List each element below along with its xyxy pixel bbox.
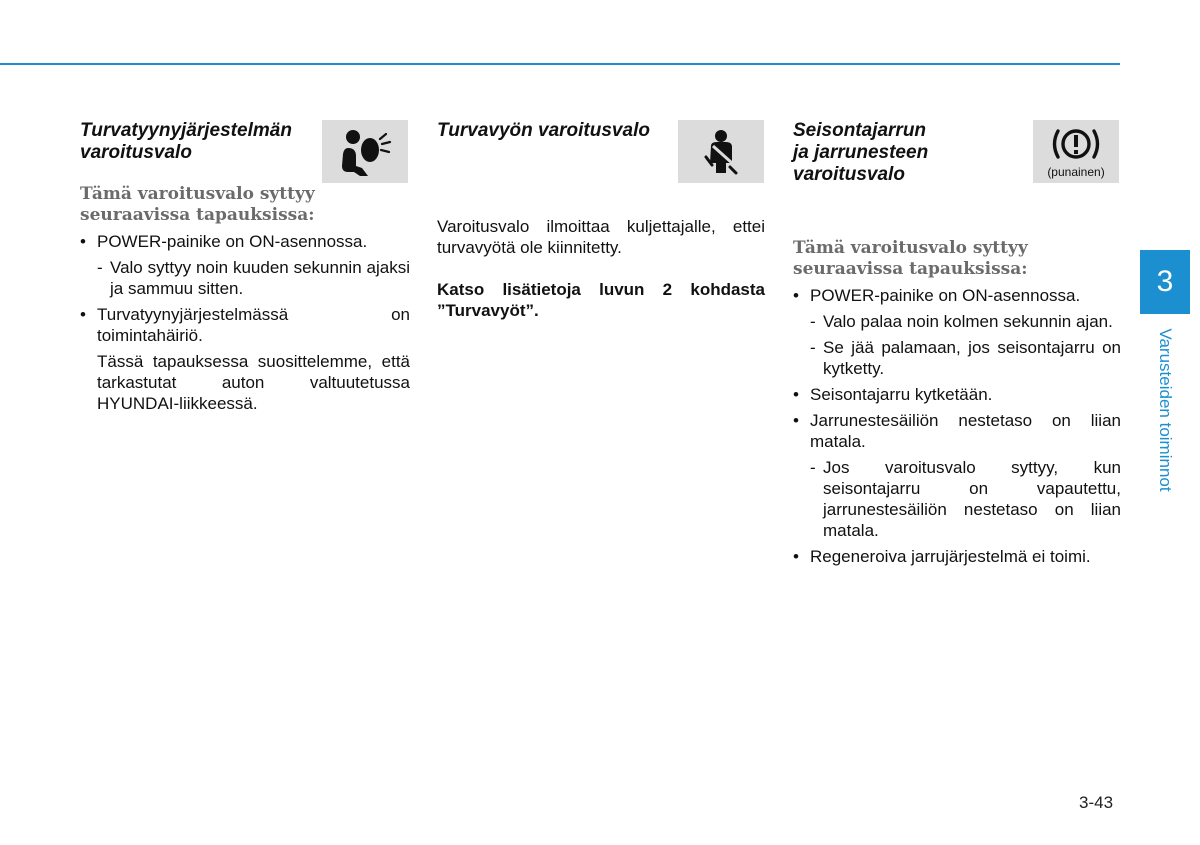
seatbelt-warning-icon <box>678 120 764 183</box>
bullet-list <box>793 285 1121 567</box>
airbag-warning-icon <box>322 120 408 183</box>
section-title: Seisontajarrun ja jarrunesteen varoitusvalo <box>793 120 929 185</box>
list-item: • Turvatyynyjärjestelmässä on toimintahäiriö. Tässä tapauksessa suosittelemme, että tarkastutat auton valtuutetussa HYUNDAI-liikkeessä. <box>80 305 410 413</box>
sub-item: - Se jää palamaan, jos seisontajarru on kytketty. <box>810 338 1121 378</box>
section-title: Turvatyynyjärjestelmän varoitusvalo <box>80 120 292 163</box>
brake-warning-icon <box>1033 120 1119 183</box>
page-number: 3-43 <box>1079 793 1114 812</box>
list-item: • POWER-painike on ON-asennossa. - Valo syttyy noin kuuden sekunnin ajaksi ja sammuu sitten. <box>80 232 410 298</box>
lead-text: Tämä varoitusvalo syttyy seuraavissa tapauksissa: <box>80 184 315 225</box>
section-airbag <box>80 118 410 419</box>
chapter-tab: 3 <box>1140 250 1190 314</box>
sub-item: - Valo palaa noin kolmen sekunnin ajan. <box>810 312 1113 331</box>
list-item: • Jarrunestesäiliön nestetaso on liian matala. - Jos varoitusvalo syttyy, kun seisontajarru on vapautettu, jarrunestesäiliön nestetaso on liian matala. <box>793 411 1121 540</box>
sub-item: - Valo syttyy noin kuuden sekunnin ajaksi ja sammuu sitten. <box>97 258 410 298</box>
section-seatbelt <box>437 118 765 321</box>
bullet-list <box>80 231 410 414</box>
list-item: • Regeneroiva jarrujärjestelmä ei toimi. <box>793 547 1091 566</box>
section-paragraph: Varoitusvalo ilmoittaa kuljettajalle, ettei turvavyötä ole kiinnitetty. <box>437 217 765 257</box>
sub-item: - Jos varoitusvalo syttyy, kun seisontajarru on vapautettu, jarrunestesäiliön nestetaso on liian matala. <box>810 458 1121 540</box>
reference-note: Katso lisätietoja luvun 2 kohdasta ”Turvavyöt”. <box>437 280 765 320</box>
note-text: Tässä tapauksessa suosittelemme, että tarkastutat auton valtuutetussa HYUNDAI-liikkeessä. <box>97 352 410 413</box>
chapter-title: Varusteiden toiminnot <box>1156 328 1175 492</box>
section-brake <box>793 118 1121 572</box>
lead-text: Tämä varoitusvalo syttyy seuraavissa tapauksissa: <box>793 238 1028 279</box>
top-rule <box>0 63 1120 65</box>
list-item: • Seisontajarru kytketään. <box>793 385 993 404</box>
section-header <box>80 118 410 184</box>
section-header <box>437 118 765 184</box>
section-header <box>793 118 1121 210</box>
list-item: • POWER-painike on ON-asennossa. - Valo palaa noin kolmen sekunnin ajan. - Se jää palamaan, jos seisontajarru on kytketty. <box>793 286 1121 378</box>
section-title: Turvavyön varoitusvalo <box>437 120 650 141</box>
icon-caption: (punainen) <box>1047 165 1105 179</box>
